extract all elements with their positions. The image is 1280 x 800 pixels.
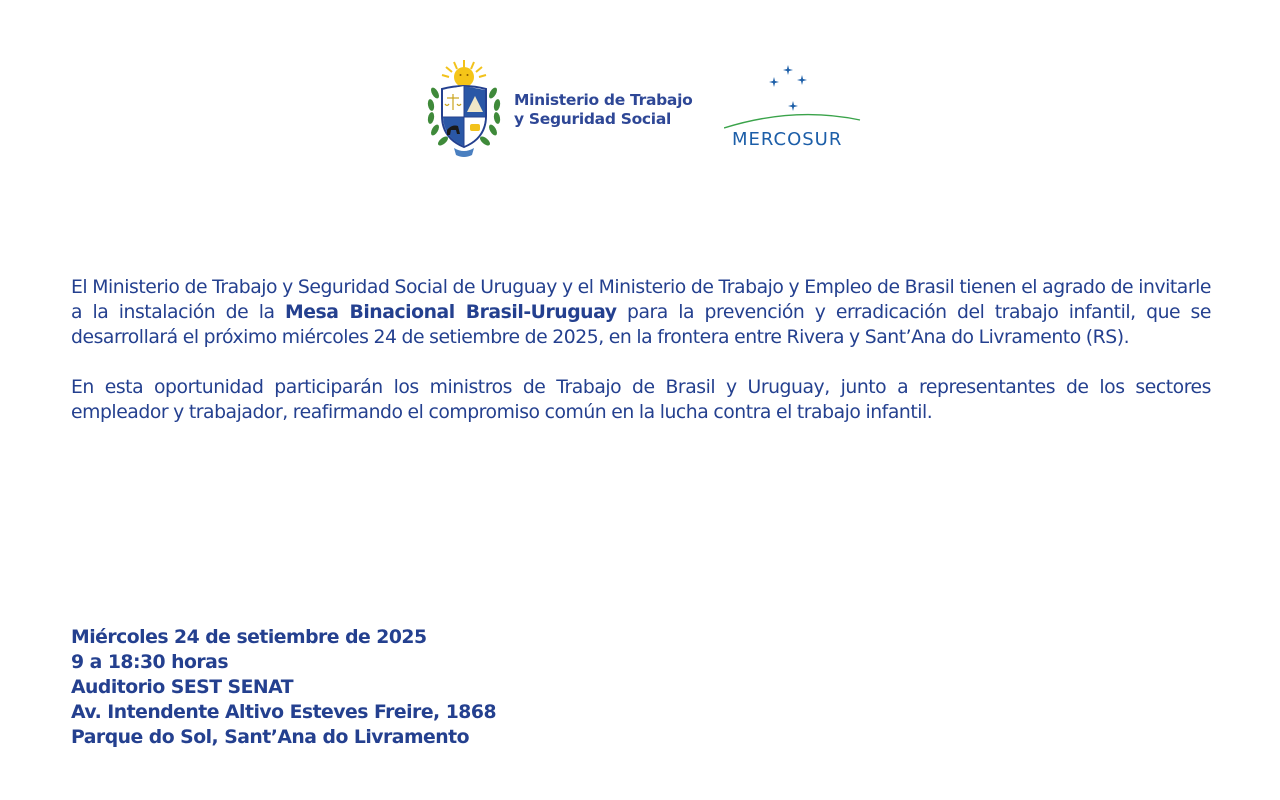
event-date: Miércoles 24 de setiembre de 2025 <box>71 627 427 648</box>
ministry-name <box>514 91 692 129</box>
event-details <box>71 625 496 750</box>
paragraph-1-intro: El Ministerio de Trabajo y Seguridad Social de Uruguay y el Ministerio de Trabajo y Empleo de Brasil tienen el agrado de invitarle a la instalación de la <box>71 277 1211 323</box>
ox-icon <box>470 124 480 131</box>
header-logos <box>426 58 866 162</box>
uruguay-coat-of-arms-icon <box>426 58 502 160</box>
invitation-paragraph-2: En esta oportunidad participarán los ministros de Trabajo de Brasil y Uruguay, junto a representantes de los sectores empleador y trabajador, reafirmando el compromiso común en la lucha contra el trabajo infantil. <box>71 377 1211 423</box>
sun-icon <box>442 60 486 87</box>
event-time: 9 a 18:30 horas <box>71 652 229 673</box>
mercosur-wordmark: MERCOSUR <box>732 129 843 150</box>
paragraph-1-rest: para la prevención y erradicación del trabajo infantil, que se desarrollará el próximo miércoles 24 de setiembre de 2025, en la frontera entre Rivera y Sant’Ana do Livramento (RS). <box>71 302 1211 348</box>
event-name: Mesa Binacional Brasil-Uruguay <box>284 302 617 323</box>
event-venue: Auditorio SEST SENAT <box>71 677 294 698</box>
invitation-paragraph-1 <box>71 275 1211 350</box>
ministry-name-line2: y Seguridad Social <box>514 110 671 128</box>
event-address: Av. Intendente Altivo Esteves Freire, 1868 <box>71 702 497 723</box>
invitation-body <box>71 275 1211 425</box>
event-city: Parque do Sol, Sant’Ana do Livramento <box>71 727 470 748</box>
ministry-name-line1: Ministerio de Trabajo <box>514 91 693 109</box>
